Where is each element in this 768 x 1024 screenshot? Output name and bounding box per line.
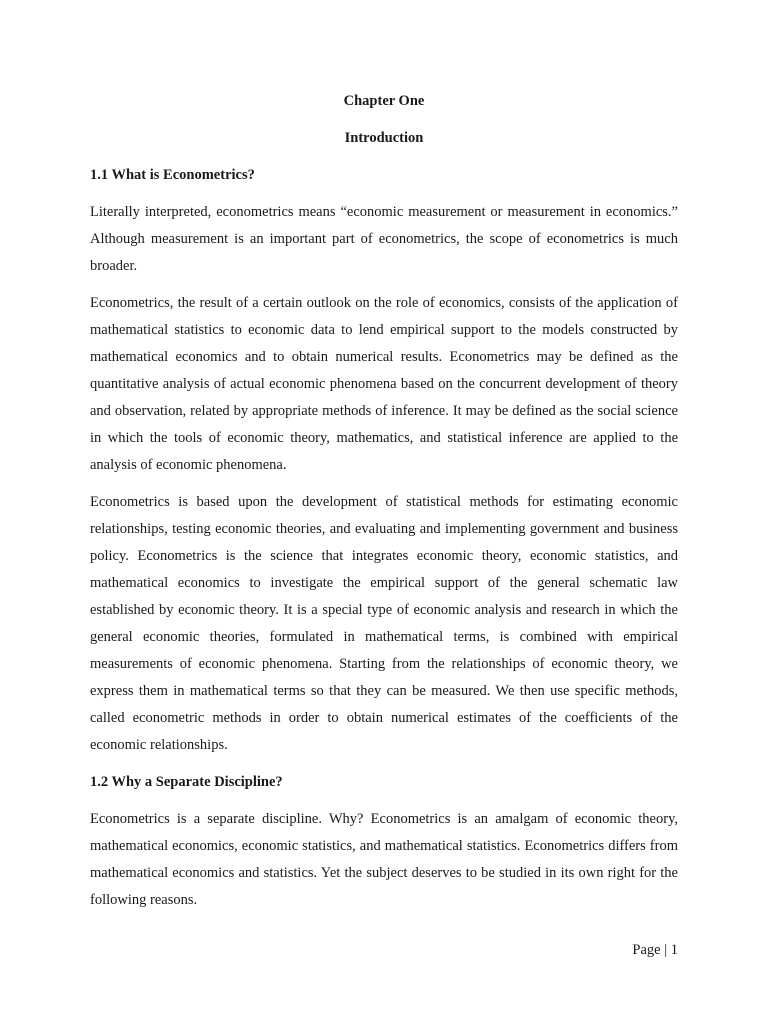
page-number: Page | 1 bbox=[632, 942, 678, 958]
paragraph: Econometrics, the result of a certain outlook on the role of economics, consists of the application of mathematical statistics to economic data to lend empirical support to the models constructed by mathematical economics and to obtain numerical results. Econometrics may be defined as the quantitative analysis of actual economic phenomena based on the concurrent development of theory and observation, related by appropriate methods of inference. It may be defined as the social science in which the tools of economic theory, mathematics, and statistical inference are applied to the analysis of economic phenomena. bbox=[90, 295, 678, 473]
chapter-subtitle: Introduction bbox=[344, 130, 424, 146]
paragraph: Econometrics is a separate discipline. Why? Econometrics is an amalgam of economic theory, mathematical economics, economic statistics, and mathematical statistics. Econometrics differs from mathematical economics and statistics. Yet the subject deserves to be studied in its own right for the following reasons. bbox=[90, 811, 678, 908]
paragraph: Literally interpreted, econometrics means “economic measurement or measurement in economics.” Although measurement is an important part of econometrics, the scope of econometrics is much broader. bbox=[90, 204, 678, 274]
section-heading-1-1: 1.1 What is Econometrics? bbox=[90, 167, 255, 183]
document-page bbox=[90, 88, 678, 924]
paragraph: Econometrics is based upon the development of statistical methods for estimating economic relationships, testing economic theories, and evaluating and implementing government and business policy. Econometrics is the science that integrates economic theory, economic statistics, and mathematical economics to investigate the empirical support of the general schematic law established by economic theory. It is a special type of economic analysis and research in which the general economic theories, formulated in mathematical terms, is combined with empirical measurements of economic phenomena. Starting from the relationships of economic theory, we express them in mathematical terms so that they can be measured. We then use specific methods, called econometric methods in order to obtain numerical estimates of the coefficients of the economic relationships. bbox=[90, 494, 678, 753]
section-heading-1-2: 1.2 Why a Separate Discipline? bbox=[90, 774, 283, 790]
chapter-title: Chapter One bbox=[343, 93, 425, 109]
